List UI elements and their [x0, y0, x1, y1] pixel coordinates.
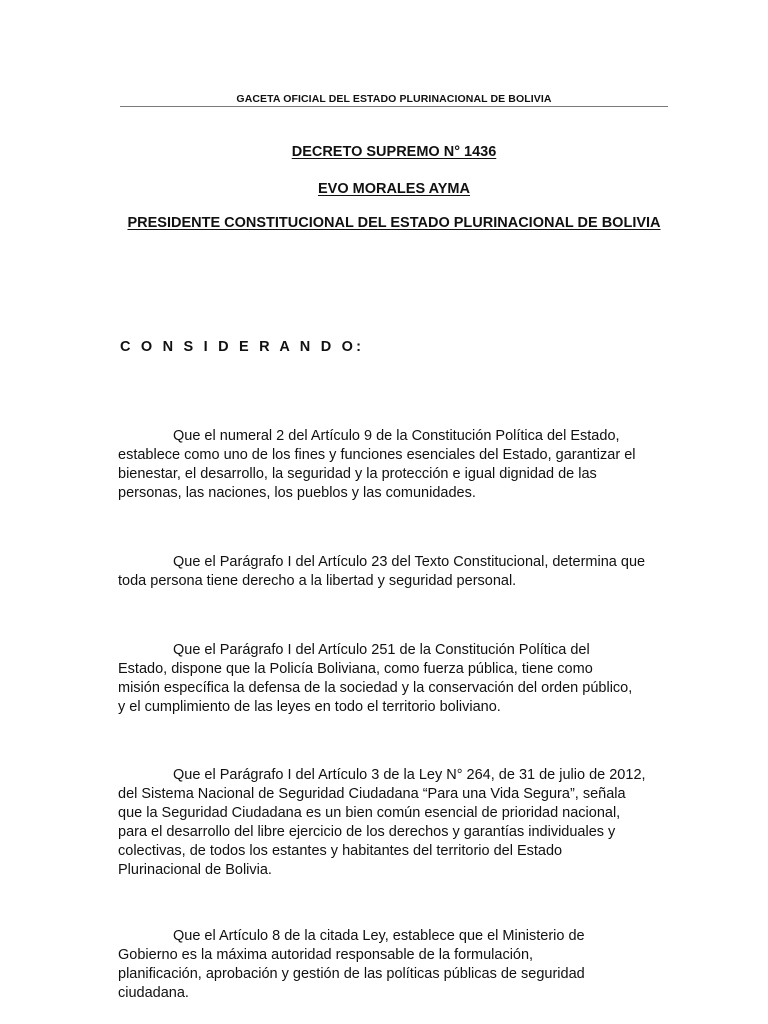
considerando-paragraph: Que el numeral 2 del Artículo 9 de la Constitución Política del Estado, establece como uno de los fines y funciones esenciales del Estado, garantizar el bienestar, el desarrollo, la seguridad y la protección e igual dignidad de las personas, las naciones, los pueblos y las comunidades. — [118, 427, 636, 501]
gazette-header: GACETA OFICIAL DEL ESTADO PLURINACIONAL DE BOLIVIA — [236, 93, 552, 105]
president-office: PRESIDENTE CONSTITUCIONAL DEL ESTADO PLURINACIONAL DE BOLIVIA — [127, 215, 661, 231]
considerando-paragraph: Que el Artículo 8 de la citada Ley, establece que el Ministerio de Gobierno es la máxima autoridad responsable de la formulación, planificación, aprobación y gestión de las políticas públicas de seguridad ciudadana. — [118, 927, 585, 1001]
president-name: EVO MORALES AYMA — [317, 181, 470, 197]
considerando-paragraph: Que el Parágrafo I del Artículo 251 de la Constitución Política del Estado, dispone que la Policía Boliviana, como fuerza pública, tiene como misión específica la defensa de la sociedad y la conservación del orden público, y el cumplimiento de las leyes en todo el territorio boliviano. — [118, 641, 633, 715]
section-heading-considerando: C O N S I D E R A N D O: — [120, 339, 365, 355]
decree-title: DECRETO SUPREMO N° 1436 — [291, 144, 497, 160]
considerando-paragraph: Que el Parágrafo I del Artículo 3 de la Ley N° 264, de 31 de julio de 2012, del Sistema Nacional de Seguridad Ciudadana “Para una Vida Segura”, señala que la Seguridad Ciudadana es un bien común esencial de prioridad nacional, para el desarrollo del libre ejercicio de los derechos y garantías individuales y colectivas, de todos los estantes y habitantes del territorio del Estado Plurinacional de Bolivia. — [118, 766, 646, 878]
header-divider — [120, 106, 668, 107]
considerando-paragraph: Que el Parágrafo I del Artículo 23 del Texto Constitucional, determina que toda persona tiene derecho a la libertad y seguridad personal. — [118, 553, 646, 589]
